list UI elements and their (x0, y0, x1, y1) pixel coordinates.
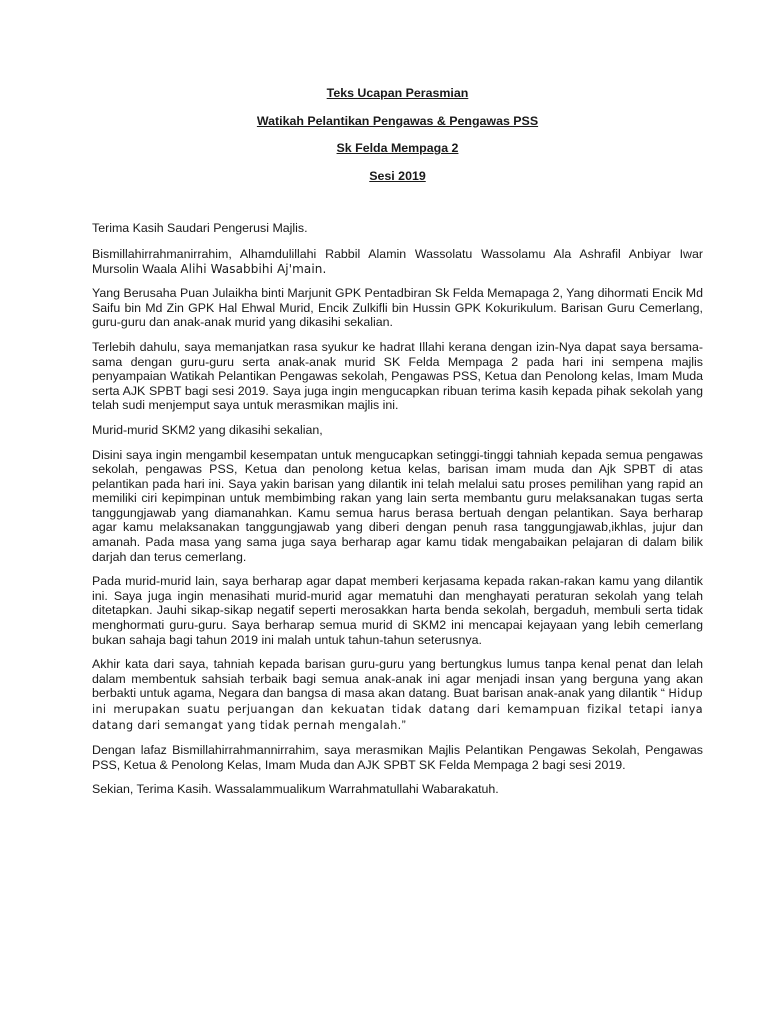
closing-remarks-text: Akhir kata dari saya, tahniah kepada barisan guru-guru yang bertungkus lumus tanpa kenal penat dan lelah dalam membentuk sahsiah terbaik bagi semua anak-anak ini agar menjadi insan yang berguna yang akan berbakti untuk agama, Negara dan bangsa di masa akan datang. Buat barisan anak-anak yang dilantik “ (92, 657, 703, 701)
closing-quote-mark: ” (401, 717, 406, 732)
paragraph-address-students: Murid-murid SKM2 yang dikasihi sekalian, (92, 422, 323, 437)
paragraph-gratitude: Terlebih dahulu, saya memanjatkan rasa syukur ke hadrat Illahi kerana dengan izin-Nya dapat saya bersama-sama dengan guru-guru serta anak-anak murid SK Felda Mempaga 2 pada hari ini sempena majlis penyampaian Watikah Pelantikan Pengawas sekolah, Pengawas PSS, Ketua dan Penolong kelas, Imam Muda serta AJK SPBT bagi sesi 2019. Saya juga ingin mengucapkan ribuan terima kasih kepada pihak sekolah yang telah sudi menjemput saya untuk merasmikan majlis ini. (92, 339, 703, 413)
paragraph-sign-off: Sekian, Terima Kasih. Wassalammualikum Warrahmatullahi Wabarakatuh. (92, 782, 499, 797)
paragraph-closing-remarks (92, 657, 703, 733)
paragraph-acknowledgements: Yang Berusaha Puan Julaikha binti Marjunit GPK Pentadbiran Sk Felda Memapaga 2, Yang dihormati Encik Md Saifu bin Md Zin GPK Hal Ehwal Murid, Encik Zulkifli bin Hussin GPK Kokurikulum. Barisan Guru Cemerlang, guru-guru dan anak-anak murid yang dikasihi sekalian. (92, 286, 703, 330)
paragraph-official-opening: Dengan lafaz Bismillahirrahmannirrahim, saya merasmikan Majlis Pelantikan Pengawas Sekolah, Pengawas PSS, Ketua & Penolong Kelas, Imam Muda dan AJK SPBT SK Felda Mempaga 2 bagi sesi 2019. (92, 743, 703, 772)
paragraph-advice: Pada murid-murid lain, saya berharap agar dapat memberi kerjasama kepada rakan-rakan kamu yang dilantik ini. Saya juga ingin menasihati murid-murid agar mematuhi dan menghayati peraturan sekolah yang telah ditetapkan. Jauhi sikap-sikap negatif seperti merosakkan harta benda sekolah, bergaduh, membuli serta tidak menghormati guru-guru. Saya berharap semua murid di SKM2 ini mencapai kejayaan yang lebih cemerlang bukan sahaja bagi tahun 2019 ini malah untuk tahun-tahun seterusnya. (92, 574, 703, 647)
paragraph-opening-prayer (92, 247, 703, 276)
paragraph-congratulations: Disini saya ingin mengambil kesempatan untuk mengucapkan setinggi-tinggi tahniah kepada semua pengawas sekolah, pengawas PSS, Ketua dan penolong ketua kelas, barisan imam muda dan Ajk SPBT di atas pelantikan pada hari ini. Saya yakin barisan yang dilantik ini telah melalui satu proses pemilihan yang rapid an memiliki ciri kepimpinan untuk membimbing rakan yang lain serta membantu guru melaksanakan tugas serta tanggungjawab yang diamanahkan. Kamu semua harus berasa bertuah dengan pelantikan. Saya berharap agar kamu melaksanakan tanggungjawab yang diberi dengan penuh rasa tanggungjawab,ikhlas, jujur dan amanah. Pada masa yang sama juga saya berharap agar kamu tidak mengabaikan pelajaran di dalam bilik darjah dan terus cemerlang. (92, 447, 703, 564)
document-page (92, 86, 703, 807)
opening-prayer-script-text: Alihi Wasabbihi Aj'main. (180, 261, 327, 276)
paragraph-greeting: Terima Kasih Saudari Pengerusi Majlis. (92, 221, 308, 236)
opening-prayer-text: Bismillahirrahmanirrahim, Alhamdulillahi Rabbil Alamin Wassolatu Wassolamu Ala Ashrafil Anbiyar Iwar Mursolin Waala (92, 246, 703, 276)
document-headings (92, 86, 703, 183)
heading-title: Teks Ucapan Perasmian (326, 86, 469, 100)
closing-quote-text: Hidup ini merupakan suatu perjuangan dan kekuatan tidak datang dari kemampuan fizikal tetapi ianya datang dari semangat yang tidak pernah mengalah. (92, 687, 703, 732)
heading-session: Sesi 2019 (369, 168, 426, 183)
heading-school: Sk Felda Mempaga 2 (336, 141, 459, 156)
heading-event: Watikah Pelantikan Pengawas & Pengawas PSS (256, 113, 539, 128)
